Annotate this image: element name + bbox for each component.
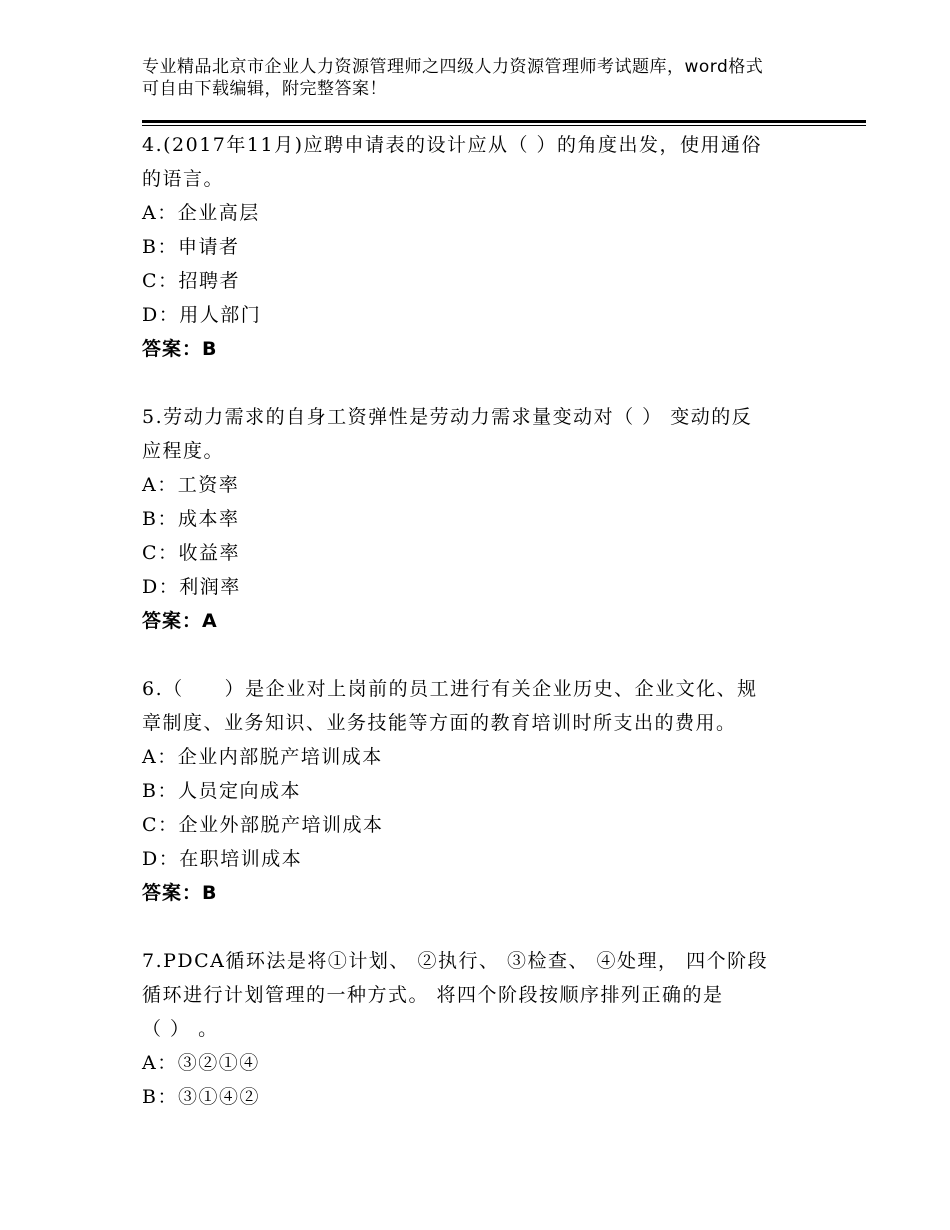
question-text-line: 6.（ ）是企业对上岗前的员工进行有关企业历史、企业文化、规: [142, 678, 758, 700]
header-rule-thin: [142, 125, 866, 126]
question-6: [142, 672, 822, 910]
question-text-line: 应程度。: [142, 440, 225, 462]
option-b: B：③①④②: [142, 1086, 260, 1108]
header-rule-thick: [142, 120, 866, 123]
option-a: A：工资率: [142, 474, 240, 496]
question-5: [142, 400, 822, 638]
option-d: D：利润率: [142, 576, 241, 598]
spacer: [142, 638, 822, 672]
answer: 答案：B: [142, 338, 218, 360]
option-b: B：人员定向成本: [142, 780, 301, 802]
option-a: A：企业高层: [142, 202, 260, 224]
header-line-2: 可自由下载编辑，附完整答案！: [142, 79, 387, 99]
question-text-line: （ ） 。: [142, 1018, 219, 1040]
question-7: [142, 944, 822, 1114]
option-d: D：在职培训成本: [142, 848, 303, 870]
question-text-line: 4.(2017年11月)应聘申请表的设计应从（ ）的角度出发，使用通俗: [142, 134, 763, 156]
question-text-line: 章制度、业务知识、业务技能等方面的教育培训时所支出的费用。: [142, 712, 737, 734]
option-c: C：收益率: [142, 542, 241, 564]
answer: 答案：A: [142, 610, 218, 632]
question-4: [142, 128, 822, 366]
question-text-line: 7.PDCA循环法是将①计划、 ②执行、 ③检查、 ④处理， 四个阶段: [142, 950, 769, 972]
option-c: C：企业外部脱产培训成本: [142, 814, 384, 836]
option-c: C：招聘者: [142, 270, 241, 292]
question-text-line: 5.劳动力需求的自身工资弹性是劳动力需求量变动对（ ） 变动的反: [142, 406, 753, 428]
question-text-line: 循环进行计划管理的一种方式。 将四个阶段按顺序排列正确的是: [142, 984, 724, 1006]
option-a: A：企业内部脱产培训成本: [142, 746, 383, 768]
document-header: [142, 56, 842, 100]
option-d: D：用人部门: [142, 304, 262, 326]
answer: 答案：B: [142, 882, 218, 904]
option-b: B：成本率: [142, 508, 240, 530]
header-line-1: 专业精品北京市企业人力资源管理师之四级人力资源管理师考试题库，word格式: [142, 57, 764, 77]
option-a: A：③②①④: [142, 1052, 260, 1074]
option-b: B：申请者: [142, 236, 240, 258]
question-text-line: 的语言。: [142, 168, 225, 190]
spacer: [142, 910, 822, 944]
spacer: [142, 366, 822, 400]
question-list: [142, 128, 822, 1114]
